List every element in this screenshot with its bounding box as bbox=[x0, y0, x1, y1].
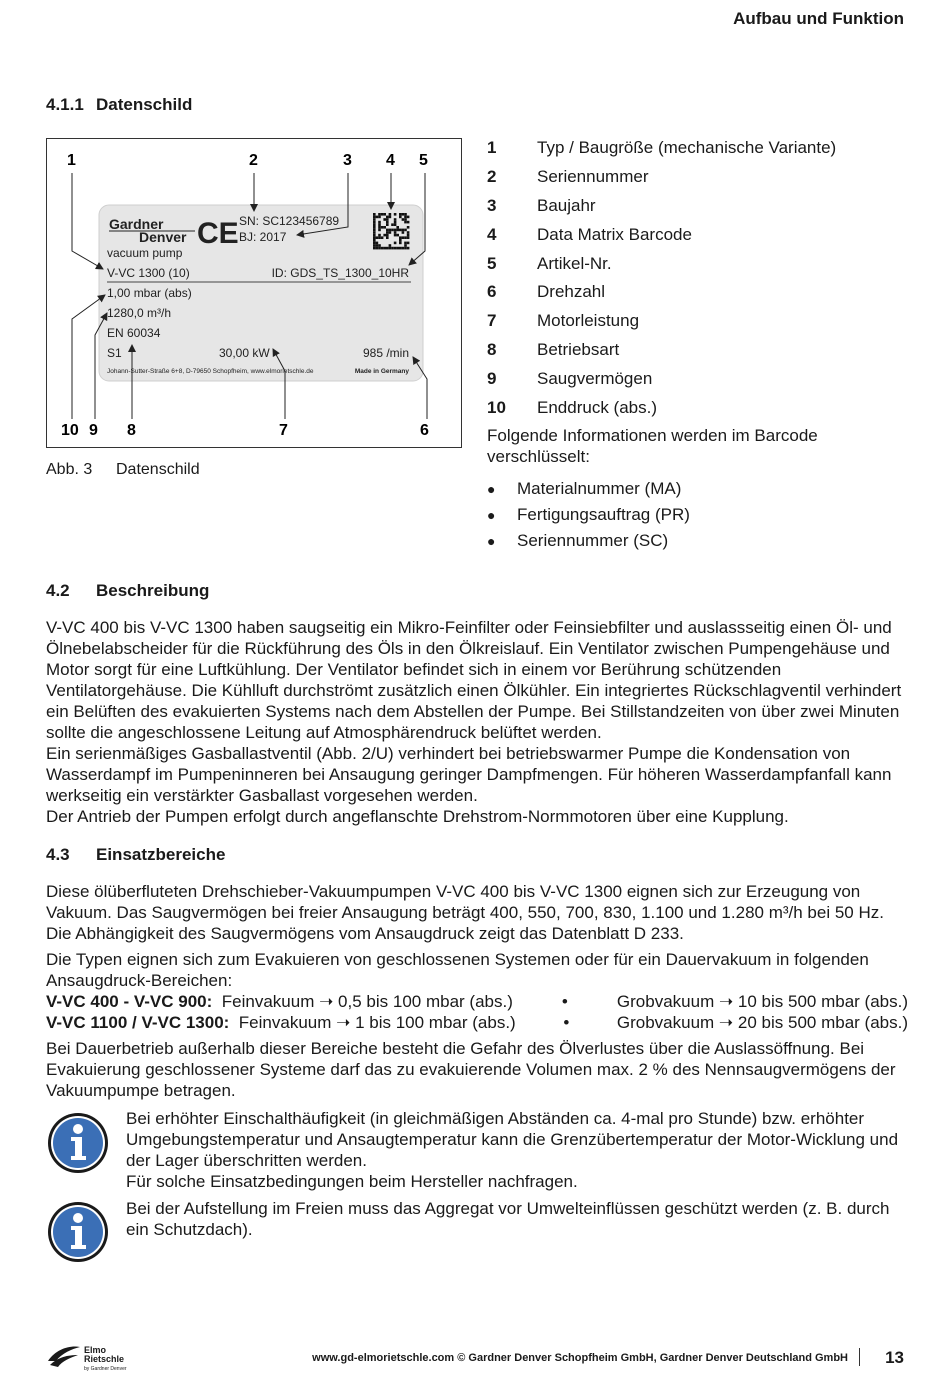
separator: • bbox=[563, 1013, 570, 1032]
model-range: V-VC 1100 / V-VC 1300: bbox=[46, 1013, 230, 1032]
logo-line3: by Gardner Denver bbox=[84, 1366, 127, 1372]
speed: 985 /min bbox=[362, 346, 409, 360]
section-number: 4.1.1 bbox=[46, 95, 84, 114]
fine-vacuum: Feinvakuum ➝ 0,5 bis 100 mbar (abs.) bbox=[221, 992, 513, 1011]
running-header: Aufbau und Funktion bbox=[733, 9, 904, 28]
figure-label: Abb. 3 bbox=[46, 461, 93, 478]
callout-9: 9 bbox=[89, 422, 98, 439]
final-pressure: 1,00 mbar (abs) bbox=[107, 286, 192, 300]
paragraph: V-VC 400 bis V-VC 1300 haben saugseitig ein Mikro-Feinfilter oder Feinsiebfilter und auslassseitig einen Öl- und Ölnebelabscheider für die Rückführung des Öls in den Ölkreislauf. Ein Ventilator zwischen Pumpengehäuse und Motor sorgt für eine Luftkühlung. Der Ventilator befindet sich in einem vor Berührung schützenden Ventilatorgehäuse. Die Kühlluft durchströmt zusätzlich einen Ölkühler. Ein integriertes Rückschlagventil verhindert ein Belüften des evakuierten Systems nach dem Abstellen der Pumpe. Bei Stillstandzeiten von über zwei Minuten sollte die angeschlossene Leitung auf Atmosphärendruck belüftet werden. bbox=[46, 618, 902, 742]
operating-mode: S1 bbox=[107, 346, 122, 360]
legend-item: 4 Data Matrix Barcode bbox=[487, 224, 692, 244]
norm: EN 60034 bbox=[107, 326, 161, 340]
separator: • bbox=[561, 992, 568, 1011]
section-number: 4.2 bbox=[46, 581, 70, 600]
elmo-rietschle-logo bbox=[46, 1343, 156, 1373]
info-note bbox=[126, 1108, 908, 1192]
section-number: 4.3 bbox=[46, 845, 70, 864]
logo-line2: Rietschle bbox=[84, 1354, 125, 1364]
nameplate-legend bbox=[487, 134, 907, 422]
logo-line1: Elmo bbox=[84, 1345, 107, 1355]
note-paragraph: Bei der Aufstellung im Freien muss das Aggregat vor Umwelteinflüssen geschützt werden (z. B. durch ein Schutzdach). bbox=[126, 1199, 890, 1239]
legend-item: 5 Artikel-Nr. bbox=[487, 253, 612, 273]
callout-8: 8 bbox=[127, 422, 136, 439]
paragraph: Ein serienmäßiges Gasballastventil (Abb. 2/U) verhindert bei betriebswarmer Pumpe die Kondensation von Wasserdampf im Pumpeninneren bei Ansaugung geringer Dampfmengen. Für höheren Wasserdampfanfall kann werkseitig ein verstärkter Gasballast vorgesehen werden. bbox=[46, 744, 892, 805]
legend-item: 8 Betriebsart bbox=[487, 339, 620, 359]
coarse-vacuum: Grobvakuum ➝ 20 bis 500 mbar (abs.) bbox=[616, 1013, 908, 1032]
brand-line1: Gardner bbox=[109, 216, 164, 232]
paragraph: Der Antrieb der Pumpen erfolgt durch angeflanschte Drehstrom-Normmotoren über eine Kupplung. bbox=[46, 807, 789, 826]
legend-item: 6 Drehzahl bbox=[487, 282, 606, 302]
footer-copyright: www.gd-elmorietschle.com © Gardner Denver Schopfheim GmbH, Gardner Denver Deutschland GmbH bbox=[312, 1352, 848, 1364]
paragraph: Diese ölüberfluteten Drehschieber-Vakuumpumpen V-VC 400 bis V-VC 1300 eignen sich zur Erzeugung von Vakuum. Das Saugvermögen bei freier Ansaugung beträgt 400, 550, 700, 830, 1.100 und 1.280 m³/h bei 50 Hz. Die Abhängigkeit des Saugvermögens vom Ansaugdruck zeigt das Datenblatt D 233. bbox=[46, 882, 884, 943]
section-title: Einsatzbereiche bbox=[96, 845, 226, 864]
info-note bbox=[126, 1198, 908, 1240]
description-body bbox=[46, 617, 908, 827]
barcode-info-list bbox=[487, 476, 907, 554]
figure-title: Datenschild bbox=[116, 461, 200, 478]
legend-item: 1 Typ / Baugröße (mechanische Variante) bbox=[487, 138, 837, 158]
paragraph: Die Typen eignen sich zum Evakuieren von geschlossenen Systemen oder für ein Dauervakuum in folgenden Ansaugdruck-Bereichen: bbox=[46, 950, 869, 990]
vacuum-range-row bbox=[46, 1012, 908, 1033]
list-item: ● Fertigungsauftrag (PR) bbox=[487, 505, 690, 524]
footer-divider bbox=[859, 1348, 860, 1366]
figure-caption bbox=[46, 461, 200, 479]
paragraph: Bei Dauerbetrieb außerhalb dieser Bereiche besteht die Gefahr des Ölverlustes über die Auslassöffnung. Bei Evakuierung geschlossener Systeme darf das zu evakuierende Volumen max. 2 % des Nennsaugvermögens der Vakuumpumpe betragen. bbox=[46, 1039, 896, 1100]
section-heading-4-3 bbox=[46, 845, 225, 865]
callout-4: 4 bbox=[386, 152, 395, 169]
note-paragraph: Für solche Einsatzbedingungen beim Hersteller nachfragen. bbox=[126, 1172, 578, 1191]
legend-item: 10 Enddruck (abs.) bbox=[487, 397, 657, 417]
list-item: ● Materialnummer (MA) bbox=[487, 479, 682, 498]
brand-line2: Denver bbox=[139, 229, 187, 245]
section-title: Datenschild bbox=[96, 95, 193, 114]
nameplate-illustration bbox=[47, 139, 461, 447]
model-range: V-VC 400 - V-VC 900: bbox=[46, 992, 213, 1011]
article-id: ID: GDS_TS_1300_10HR bbox=[271, 266, 409, 280]
vacuum-range-row bbox=[46, 991, 908, 1012]
serial-number: SN: SC123456789 bbox=[239, 214, 340, 228]
callout-3: 3 bbox=[343, 152, 352, 169]
callout-2: 2 bbox=[249, 152, 258, 169]
barcode-intro-text: Folgende Informationen werden im Barcode verschlüsselt: bbox=[487, 426, 818, 466]
ce-mark: CE bbox=[197, 217, 239, 250]
pumping-speed: 1280,0 m³/h bbox=[107, 306, 172, 320]
manufacturer-address: Johann-Sutter-Straße 6+8, D-79650 Schopfheim, www.elmorietschle.de bbox=[107, 368, 314, 375]
section-title: Beschreibung bbox=[96, 581, 210, 600]
made-in: Made in Germany bbox=[354, 368, 409, 375]
legend-item: 2 Seriennummer bbox=[487, 167, 649, 187]
legend-item: 7 Motorleistung bbox=[487, 311, 640, 331]
page-number: 13 bbox=[885, 1348, 904, 1367]
note-paragraph: Bei erhöhter Einschalthäufigkeit (in gleichmäßigen Abständen ca. 4-mal pro Stunde) bzw. erhöhter Umgebungstemperatur und Ansaugtemperatur kann die Grenzübertemperatur der Motor-Wicklung und der Lager überschritten werden. bbox=[126, 1109, 899, 1170]
legend-item: 9 Saugvermögen bbox=[487, 368, 653, 388]
callout-10: 10 bbox=[61, 422, 79, 439]
callout-6: 6 bbox=[420, 422, 429, 439]
motor-power: 30,00 kW bbox=[219, 346, 270, 360]
section-heading-4-2 bbox=[46, 581, 209, 601]
application-body bbox=[46, 881, 908, 1101]
callout-5: 5 bbox=[419, 152, 428, 169]
info-icon bbox=[47, 1201, 109, 1263]
nameplate-figure bbox=[46, 138, 462, 448]
product-type: vacuum pump bbox=[107, 246, 183, 260]
model: V-VC 1300 (10) bbox=[107, 266, 190, 280]
fine-vacuum: Feinvakuum ➝ 1 bis 100 mbar (abs.) bbox=[238, 1013, 516, 1032]
section-heading-4-1-1 bbox=[46, 95, 192, 115]
coarse-vacuum: Grobvakuum ➝ 10 bis 500 mbar (abs.) bbox=[616, 992, 908, 1011]
callout-1: 1 bbox=[67, 152, 76, 169]
build-year: BJ: 2017 bbox=[239, 230, 287, 244]
legend-item: 3 Baujahr bbox=[487, 195, 596, 215]
info-icon bbox=[47, 1112, 109, 1174]
list-item: ● Seriennummer (SC) bbox=[487, 531, 669, 550]
callout-7: 7 bbox=[279, 422, 288, 439]
